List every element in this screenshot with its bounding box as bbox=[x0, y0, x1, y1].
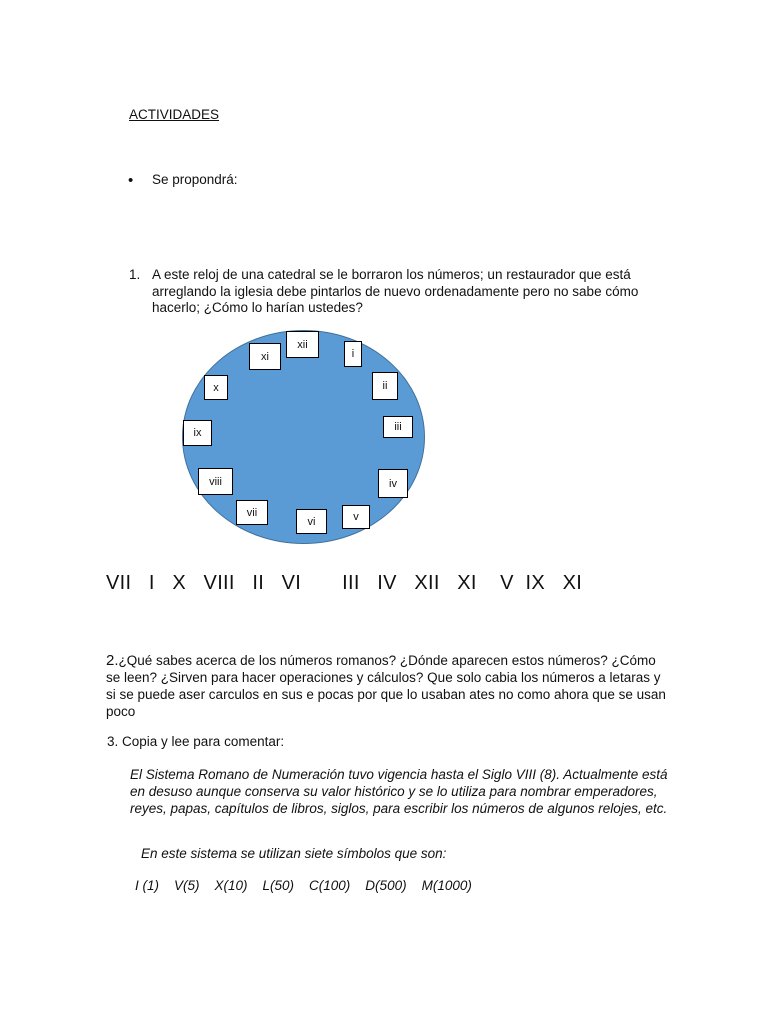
symbols-intro: En este sistema se utilizan siete símbolos que son: bbox=[141, 846, 447, 861]
question-1-number: 1. bbox=[129, 267, 141, 282]
clock-number-viii: viii bbox=[198, 468, 233, 495]
question-2-text: ¿Qué sabes acerca de los números romanos? ¿Dónde aparecen estos números? ¿Cómo se leen? ¿Sirven para hacer operaciones y cálculos? Que solo cabia los números a letaras y si se puede aser carculos en sus e pocas por que lo usaban ates no como ahora que se usan poco bbox=[106, 653, 666, 719]
clock-number-vii: vii bbox=[236, 500, 268, 525]
clock-number-vi: vi bbox=[296, 509, 327, 534]
clock-number-ii: ii bbox=[372, 372, 398, 400]
clock-number-iv: iv bbox=[378, 469, 408, 498]
clock-number-xi: xi bbox=[249, 343, 281, 370]
roman-numeral-sequence: VII I X VIII II VI III IV XII XI V IX XI bbox=[106, 572, 583, 594]
question-2-number: 2. bbox=[106, 652, 119, 669]
question-2 bbox=[106, 652, 666, 720]
bullet-text: Se propondrá: bbox=[152, 172, 238, 187]
question-1-text: A este reloj de una catedral se le borraron los números; un restaurador que está arreglando la iglesia debe pintarlos de nuevo ordenadamente pero no sabe cómo hacerlo; ¿Cómo lo harían ustedes? bbox=[152, 267, 639, 315]
quoted-paragraph: El Sistema Romano de Numeración tuvo vigencia hasta el Siglo VIII (8). Actualmente está en desuso aunque conserva su valor histórico y se lo utiliza para nombrar emperadores, reyes, papas, capítulos de libros, siglos, para escribir los números de algunos relojes, etc. bbox=[130, 767, 668, 816]
clock-number-v: v bbox=[342, 505, 370, 529]
clock-number-iii: iii bbox=[383, 416, 413, 438]
page-title: ACTIVIDADES bbox=[129, 107, 220, 122]
clock-number-ix: ix bbox=[183, 420, 212, 446]
bullet-point: • bbox=[128, 172, 134, 189]
clock-number-x: x bbox=[204, 375, 228, 400]
roman-symbols-list: I (1) V(5) X(10) L(50) C(100) D(500) M(1000) bbox=[135, 878, 472, 893]
clock-number-xii: xii bbox=[286, 331, 319, 358]
question-3: 3. Copia y lee para comentar: bbox=[107, 734, 285, 749]
clock-number-i: i bbox=[344, 341, 362, 367]
